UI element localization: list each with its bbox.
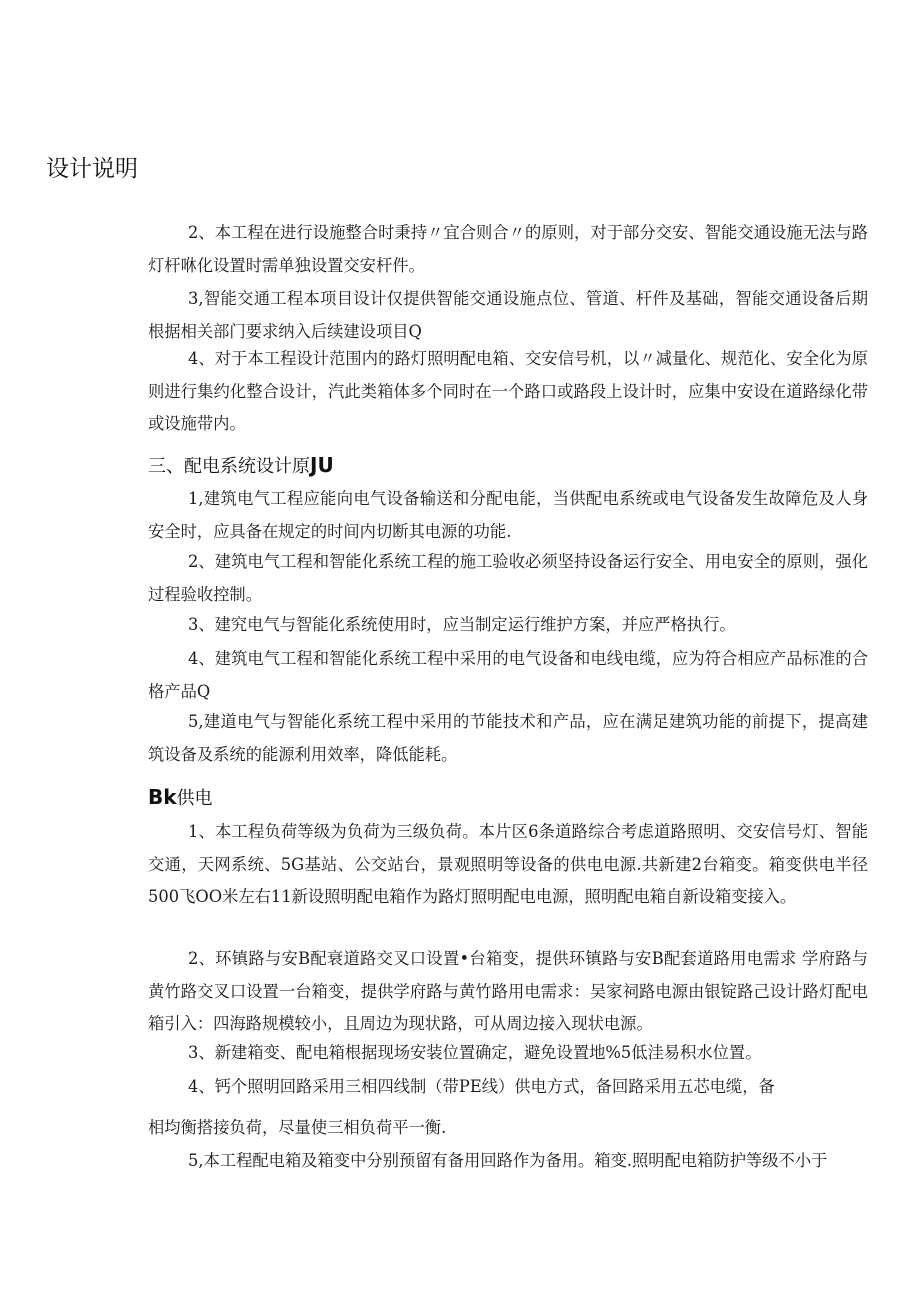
heading-text: 三、配电系统设计原 [148,456,310,477]
paragraph-c1: 1、本工程负荷等级为负荷为三级负荷。本片区6条道路综合考虑道路照明、交安信号灯、智能交通，天网系统、5G基站、公交站台，景观照明等设备的供电电源.共新建2台箱变。箱变供电半径500飞OO米左右11新设照明配电箱作为路灯照明配电电源，照明配电箱自新设箱变接入。 [148,822,868,906]
paragraph-c4b: 相均衡搭接负荷，尽量使三相负荷平一衡. [148,1118,447,1137]
paragraph-a3: 3,智能交通工程本项目设计仅提供智能交通设施点位、管道、杆件及基础，智能交通设备后期根据相关部门要求纳入后续建设项目Q [148,289,868,341]
paragraph-b4: 4、建筑电气工程和智能化系统工程中采用的电气设备和电线电缆，应为符合相应产品标准的合格产品Q [148,649,868,701]
paragraph-b1: 1,建筑电气工程应能向电气设备输送和分配电能，当供配电系统或电气设备发生故障危及人身安全时，应具备在规定的时间内切断其电源的功能. [148,489,868,541]
heading-prefix: Bk [148,785,177,809]
paragraph-b3: 3、建究电气与智能化系统使用时，应当制定运行维护方案，并应严格执行。 [188,615,736,634]
paragraph-c2: 2、环镇路与安B配衰道路交叉口设置•台箱变，提供环镇路与安B配套道路用电需求 学府路与黄竹路交叉口设置一台箱变，提供学府路与黄竹路用电需求：吴家祠路电源由银锭路己设计路灯配电箱引入：四海路规模较小，且周边为现状路，可从周边接入现状电源。 [148,949,868,1033]
heading-suffix: JU [310,453,334,477]
paragraph-a2: 2、本工程在进行设施整合时秉持〃宜合则合〃的原则，对于部分交安、智能交通设施无法与路灯杆咻化设置时需单独设置交安杆件。 [148,223,868,275]
paragraph-c4a: 4、钙个照明回路采用三相四线制（带PE线）供电方式，备回路采用五芯电缆，备 [188,1077,775,1096]
paragraph-c5: 5,本工程配电箱及箱变中分别预留有备用回路作为备用。箱变.照明配电箱防护等级不小于 [188,1151,828,1170]
heading-text: 供电 [176,788,213,809]
section-heading-power-distribution [148,452,334,478]
paragraph-b5: 5,建道电气与智能化系统工程中采用的节能技术和产品，应在满足建筑功能的前提下，提高建筑设备及系统的能源利用效率，降低能耗。 [148,712,868,764]
page-title: 设计说明 [46,156,138,182]
paragraph-a4: 4、对于本工程设计范围内的路灯照明配电箱、交安信号机，以〃减量化、规范化、安全化为原则进行集约化整合设计，汽此类箱体多个同时在一个路口或路段上设计时，应集中安设在道路绿化带或设施带内。 [148,349,868,433]
paragraph-c3: 3、新建箱变、配电箱根据现场安装位置确定，避免设置地%5低洼易积水位置。 [188,1043,762,1062]
section-heading-power-supply [148,784,213,810]
paragraph-b2: 2、建筑电气工程和智能化系统工程的施工验收必须坚持设备运行安全、用电安全的原则，强化过程验收控制。 [148,552,868,604]
